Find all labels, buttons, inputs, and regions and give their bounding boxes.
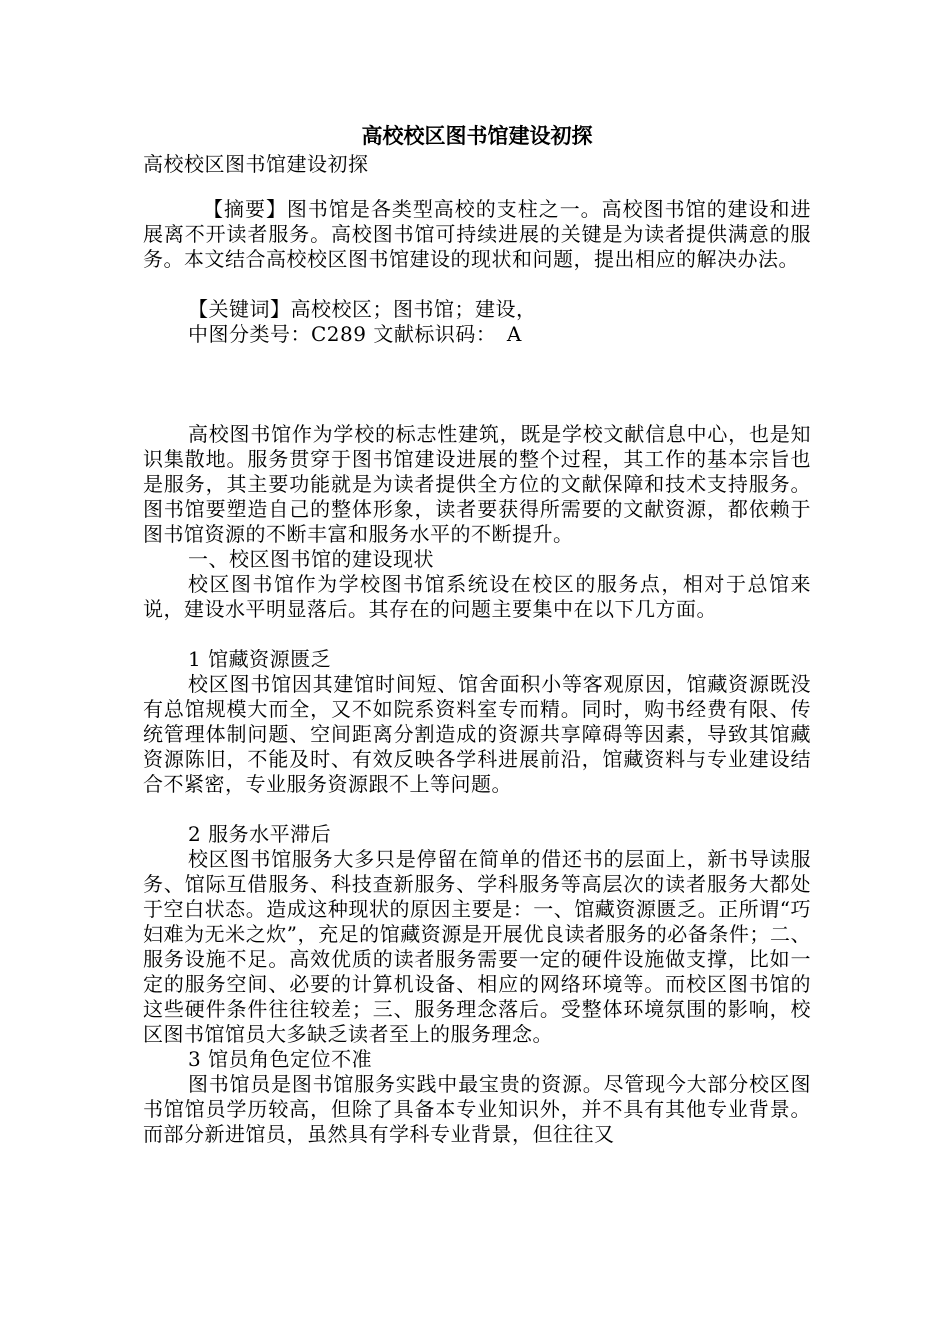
spacer [143,622,811,647]
section1-heading: 一、校区图书馆的建设现状 [188,547,434,571]
document-page [143,120,811,1147]
document-title: 高校校区图书馆建设初探 [361,123,593,148]
keywords-line: 【关键词】高校校区；图书馆；建设， [188,297,537,321]
sub3-paragraph: 图书馆员是图书馆服务实践中最宝贵的资源。尽管现今大部分校区图书馆馆员学历较高，但除了具备本专业知识外，并不具有其他专业背景。而部分新进馆员，虽然具有学科专业背景，但往往又 [143,1072,811,1146]
sub1-paragraph: 校区图书馆因其建馆时间短、馆舍面积小等客观原因，馆藏资源既没有总馆规模大而全，又不如院系资料室专而精。同时，购书经费有限、传统管理体制问题、空间距离分割造成的资源共享障碍等因素，导致其馆藏资源陈旧，不能及时、有效反映各学科进展前沿，馆藏资料与专业建设结合不紧密，专业服务资源跟不上等问题。 [143,672,811,796]
section1-paragraph: 校区图书馆作为学校图书馆系统设在校区的服务点，相对于总馆来说，建设水平明显落后。其存在的问题主要集中在以下几方面。 [143,572,811,621]
spacer [143,797,811,822]
sub2-paragraph: 校区图书馆服务大多只是停留在简单的借还书的层面上，新书导读服务、馆际互借服务、科技查新服务、学科服务等高层次的读者服务大都处于空白状态。造成这种现状的原因主要是：一、馆藏资源匮乏。正所谓“巧妇难为无米之炊”，充足的馆藏资源是开展优良读者服务的必备条件；二、服务设施不足。高效优质的读者服务需要一定的硬件设施做支撑，比如一定的服务空间、必要的计算机设备、相应的网络环境等。而校区图书馆的这些硬件条件往往较差；三、服务理念落后。受整体环境氛围的影响，校区图书馆馆员大多缺乏读者至上的服务理念。 [143,847,811,1046]
intro-paragraph: 高校图书馆作为学校的标志性建筑，既是学校文献信息中心，也是知识集散地。服务贯穿于图书馆建设进展的整个过程，其工作的基本宗旨也是服务，其主要功能就是为读者提供全方位的文献保障和技术支持服务。图书馆要塑造自己的整体形象，读者要获得所需要的文献资源，都依赖于图书馆资源的不断丰富和服务水平的不断提升。 [143,422,811,546]
spacer [143,272,811,297]
sub2-heading: 2 服务水平滞后 [188,822,332,846]
document-subtitle: 高校校区图书馆建设初探 [143,152,369,176]
spacer [143,347,811,422]
sub3-heading: 3 馆员角色定位不准 [188,1047,373,1071]
sub1-heading: 1 馆藏资源匮乏 [188,647,332,671]
classification-line: 中图分类号：C289 文献标识码： A [188,322,522,346]
abstract-paragraph: 【摘要】图书馆是各类型高校的支柱之一。高校图书馆的建设和进展离不开读者服务。高校图书馆可持续进展的关键是为读者提供满意的服务。本文结合高校校区图书馆建设的现状和问题，提出相应的解决办法。 [143,197,811,271]
